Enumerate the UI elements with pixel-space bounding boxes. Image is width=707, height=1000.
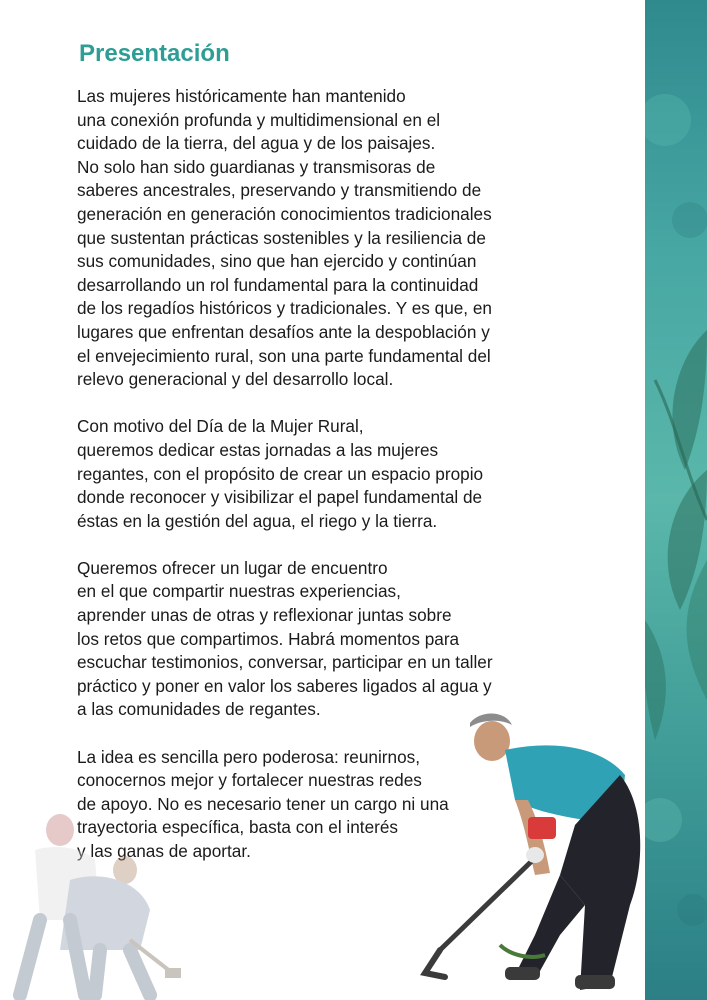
- text-line: generación en generación conocimientos tradicionales: [77, 203, 492, 224]
- text-line: No solo han sido guardianas y transmisoras de: [77, 156, 436, 177]
- text-line: relevo generacional y del desarrollo local.: [77, 369, 394, 390]
- text-line: cuidado de la tierra, del agua y de los paisajes.: [77, 133, 436, 154]
- text-line: escuchar testimonios, conversar, participar en un taller: [77, 652, 493, 673]
- text-line: los retos que compartimos. Habrá momentos para: [77, 628, 460, 649]
- text-line: donde reconocer y visibilizar el papel fundamental de: [77, 487, 483, 508]
- text-line: éstas en la gestión del agua, el riego y la tierra.: [77, 510, 438, 531]
- woman-with-hoe-photo: [410, 705, 655, 1000]
- text-line: Con motivo del Día de la Mujer Rural,: [77, 416, 364, 437]
- text-line: que sustentan prácticas sostenibles y la resiliencia de: [77, 227, 486, 248]
- text-line: trayectoria específica, basta con el interés: [77, 817, 398, 838]
- faded-workers-photo: [0, 800, 200, 1000]
- text-line: La idea es sencilla pero poderosa: reunirnos,: [77, 746, 421, 767]
- paragraph-2: [77, 415, 577, 533]
- text-line: y las ganas de aportar.: [77, 841, 251, 861]
- paragraph-3: [77, 557, 577, 722]
- text-line: conocernos mejor y fortalecer nuestras redes: [77, 770, 422, 791]
- text-line: práctico y poner en valor los saberes ligados al agua y: [77, 675, 492, 696]
- text-line: aprender unas de otras y reflexionar juntas sobre: [77, 605, 452, 626]
- text-line: en el que compartir nuestras experiencias,: [77, 581, 401, 602]
- text-line: a las comunidades de regantes.: [77, 699, 321, 720]
- text-line: saberes ancestrales, preservando y transmitiendo de: [77, 180, 482, 201]
- page-title: Presentación: [79, 40, 230, 67]
- text-line: queremos dedicar estas jornadas a las mujeres: [77, 439, 439, 460]
- text-line: desarrollando un rol fundamental para la continuidad: [77, 274, 479, 295]
- text-line: Queremos ofrecer un lugar de encuentro: [77, 557, 388, 578]
- text-line: sus comunidades, sino que han ejercido y continúan: [77, 251, 477, 272]
- text-line: una conexión profunda y multidimensional en el: [77, 109, 441, 130]
- text-line: lugares que enfrentan desafíos ante la despoblación y: [77, 321, 490, 342]
- text-line: de apoyo. No es necesario tener un cargo ni una: [77, 793, 449, 814]
- paragraph-1: [77, 85, 577, 392]
- text-line: Las mujeres históricamente han mantenido: [77, 86, 406, 106]
- text-line: el envejecimiento rural, son una parte fundamental del: [77, 345, 491, 366]
- text-line: regantes, con el propósito de crear un espacio propio: [77, 463, 484, 484]
- text-line: de los regadíos históricos y tradicionales. Y es que, en: [77, 298, 492, 319]
